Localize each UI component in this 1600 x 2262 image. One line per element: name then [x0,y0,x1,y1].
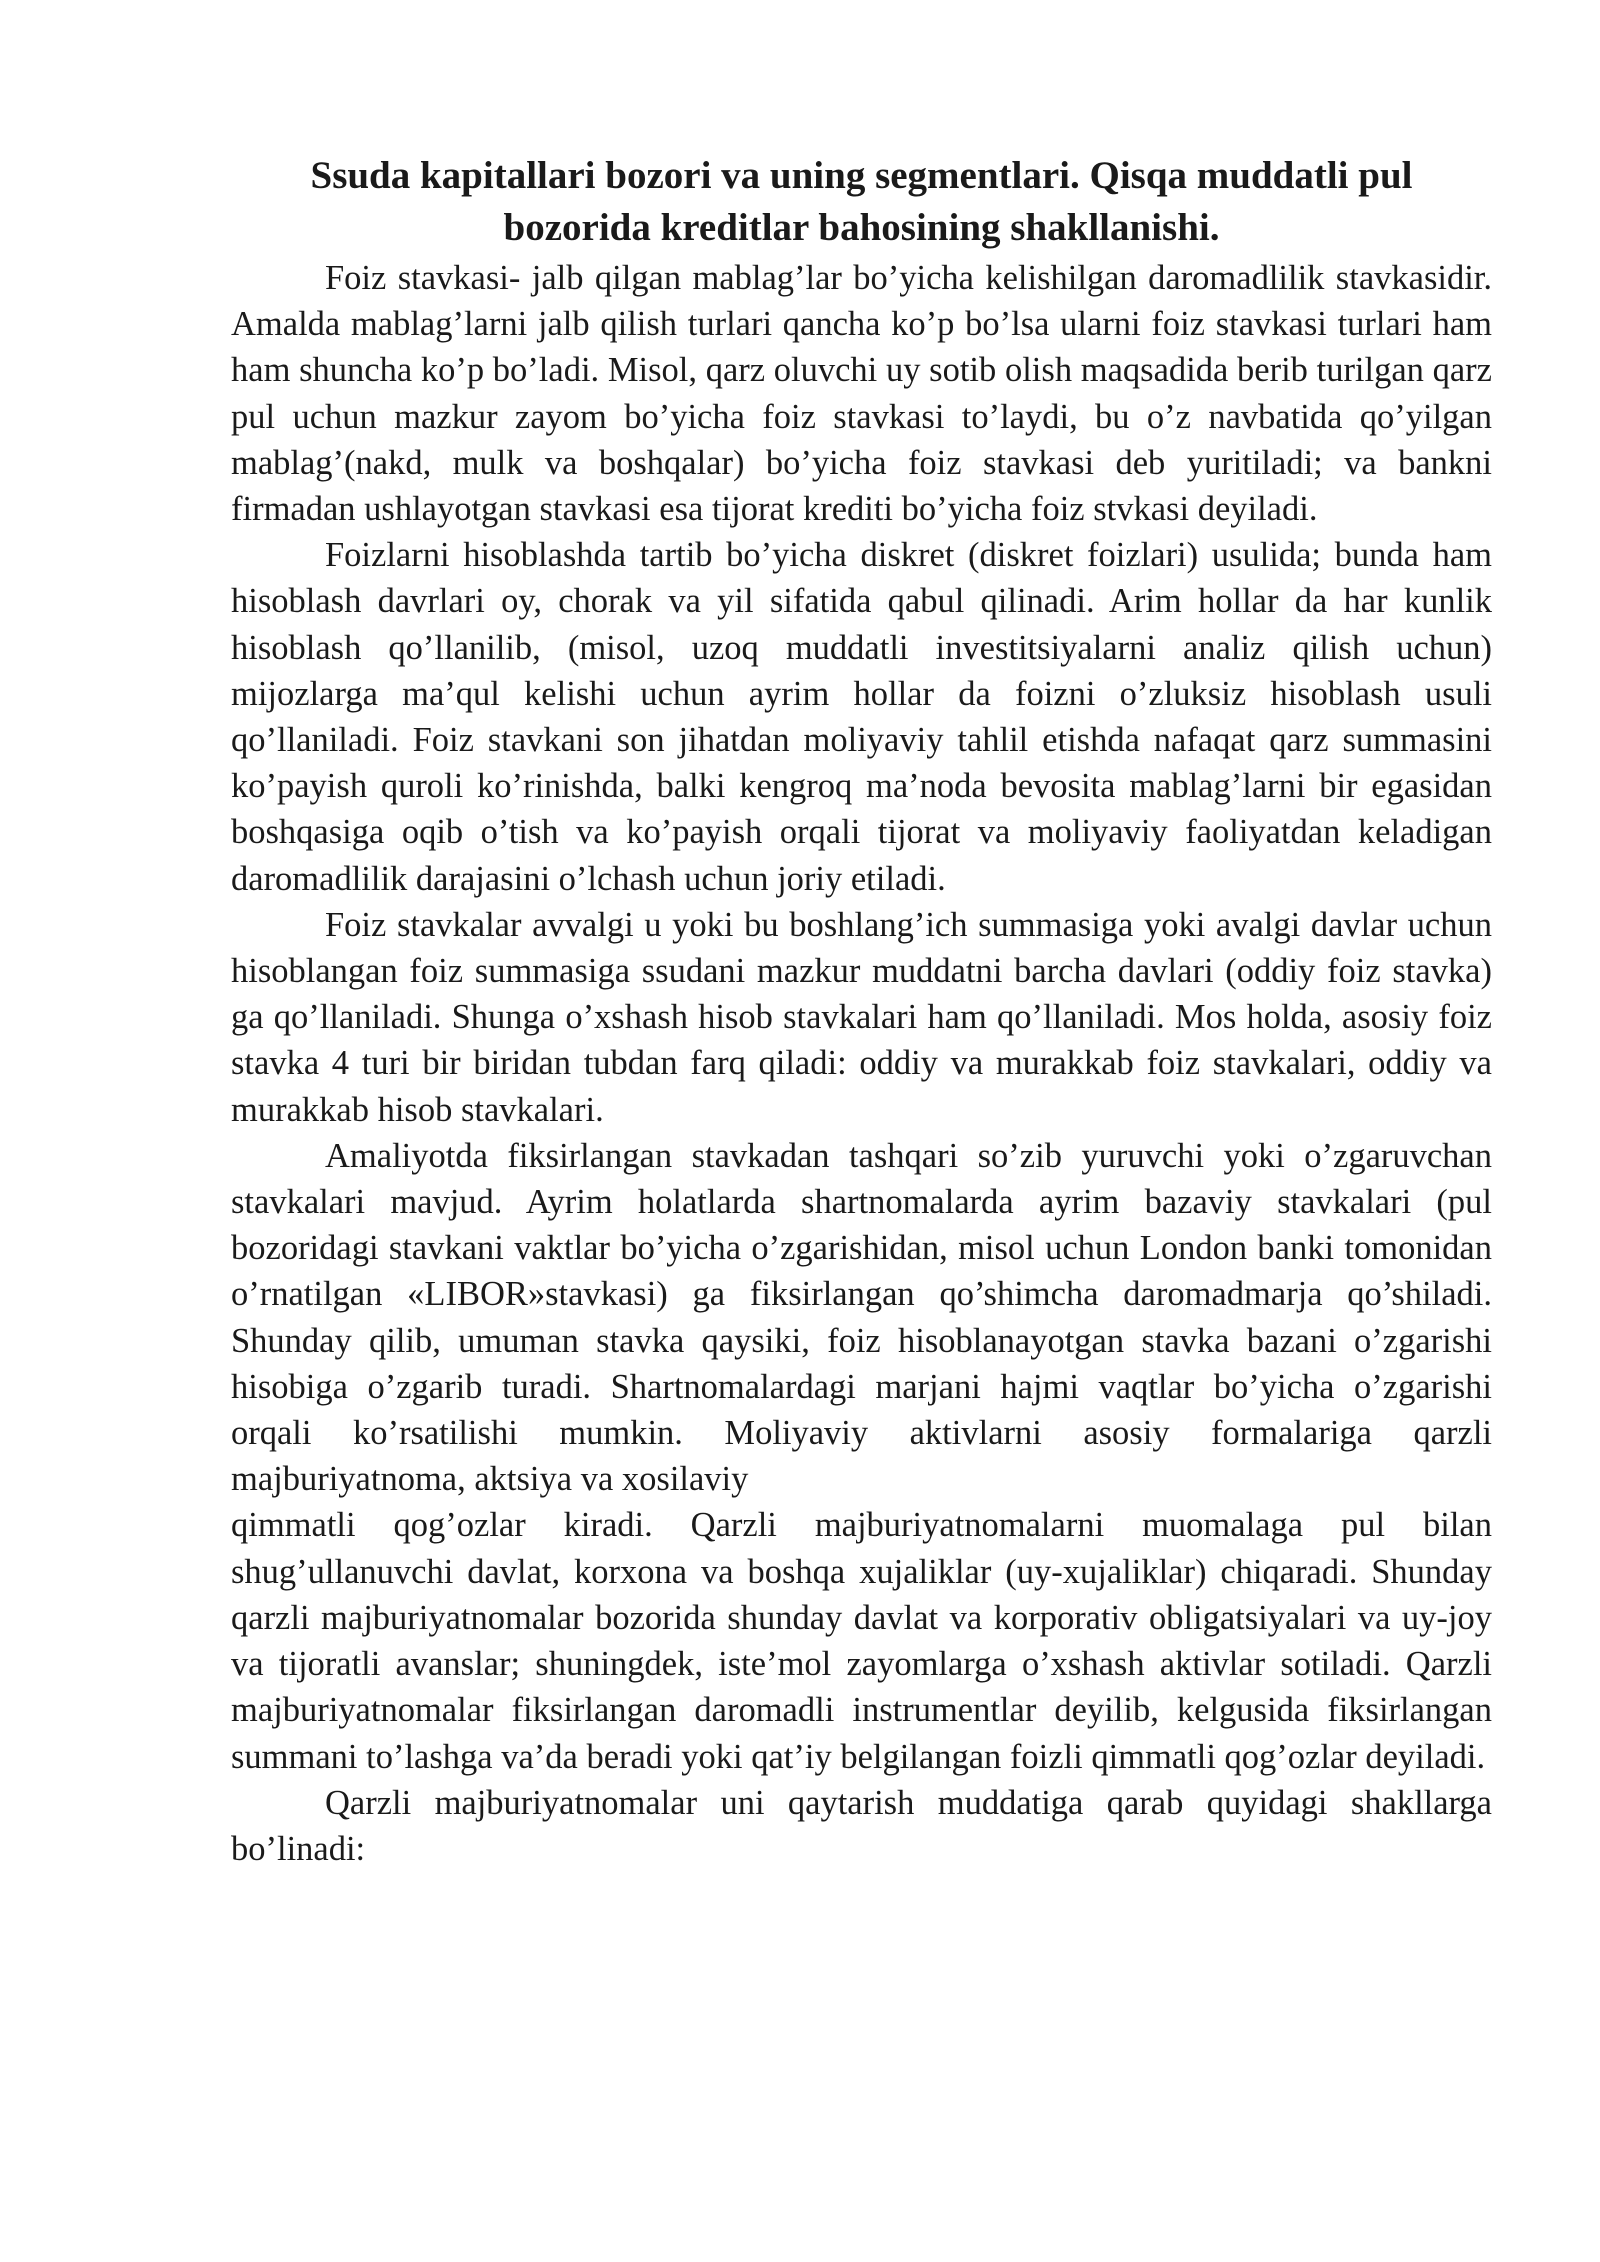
document-title [231,150,1492,254]
paragraph-3: Foiz stavkalar avvalgi u yoki bu boshlang’ich summasiga yoki avalgi davlar uchun hisoblangan foiz summasiga ssudani mazkur muddatni barcha davlari (oddiy foiz stavka) ga qo’llaniladi. Shunga o’xshash hisob stavkalari ham qo’llaniladi. Mos holda, asosiy foiz stavka 4 turi bir biridan tubdan farq qiladi: oddiy va murakkab foiz stavkalari, oddiy va murakkab hisob stavkalari. [231,905,1492,1129]
title-line-2: bozorida kreditlar bahosining shakllanishi. [503,206,1220,249]
title-line-1: Ssuda kapitallari bozori va uning segmentlari. Qisqa muddatli pul [310,154,1413,197]
document-page [231,150,1492,1872]
paragraph-4: Amaliyotda fiksirlangan stavkadan tashqari so’zib yuruvchi yoki o’zgaruvchan stavkalari mavjud. Ayrim holatlarda shartnomalarda ayrim bazaviy stavkalari (pul bozoridagi stavkani vaktlar bo’yicha o’zgarishidan, misol uchun London banki tomonidan o’rnatilgan «LIBOR»stavkasi) ga fiksirlangan qo’shimcha daromadmarja qo’shiladi. Shunday qilib, umuman stavka qaysiki, foiz hisoblanayotgan stavka bazani o’zgarishi hisobiga o’zgarib turadi. Shartnomalardagi marjani hajmi vaqtlar bo’yicha o’zgarishi orqali ko’rsatilishi mumkin. Moliyaviy aktivlarni asosiy formalariga qarzli majburiyatnoma, aktsiya va xosilaviy [231,1136,1492,1499]
paragraph-6: Qarzli majburiyatnomalar uni qaytarish muddatiga qarab quyidagi shakllarga bo’linadi: [231,1783,1492,1868]
paragraph-5: qimmatli qog’ozlar kiradi. Qarzli majburiyatnomalarni muomalaga pul bilan shug’ullanuvchi davlat, korxona va boshqa xujaliklar (uy-xujaliklar) chiqaradi. Shunday qarzli majburiyatnomalar bozorida shunday davlat va korporativ obligatsiyalari va uy-joy va tijoratli avanslar; shuningdek, iste’mol zayomlarga o’xshash aktivlar sotiladi. Qarzli majburiyatnomalar fiksirlangan daromadli instrumentlar deyilib, kelgusida fiksirlangan summani to’lashga va’da beradi yoki qat’iy belgilangan foizli qimmatli qog’ozlar deyiladi. [231,1506,1492,1776]
paragraph-1: Foiz stavkasi- jalb qilgan mablag’lar bo’yicha kelishilgan daromadlilik stavkasidir. Amalda mablag’larni jalb qilish turlari qancha ko’p bo’lsa ularni foiz stavkasi turlari ham ham shuncha ko’p bo’ladi. Misol, qarz oluvchi uy sotib olish maqsadida berib turilgan qarz pul uchun mazkur zayom bo’yicha foiz stavkasi to’laydi, bu o’z navbatida qo’yilgan mablag’(nakd, mulk va boshqalar) bo’yicha foiz stavkasi deb yuritiladi; va bankni firmadan ushlayotgan stavkasi esa tijorat krediti bo’yicha foiz stvkasi deyiladi. [231,259,1492,529]
paragraph-2: Foizlarni hisoblashda tartib bo’yicha diskret (diskret foizlari) usulida; bunda ham hisoblash davrlari oy, chorak va yil sifatida qabul qilinadi. Arim hollar da har kunlik hisoblash qo’llanilib, (misol, uzoq muddatli investitsiyalarni analiz qilish uchun) mijozlarga ma’qul kelishi uchun ayrim hollar da foizni o’zluksiz hisoblash usuli qo’llaniladi. Foiz stavkani son jihatdan moliyaviy tahlil etishda nafaqat qarz summasini ko’payish quroli ko’rinishda, balki kengroq ma’noda bevosita mablag’larni bir egasidan boshqasiga oqib o’tish va ko’payish orqali tijorat va moliyaviy faoliyatdan keladigan daromadlilik darajasini o’lchash uchun joriy etiladi. [231,536,1492,898]
